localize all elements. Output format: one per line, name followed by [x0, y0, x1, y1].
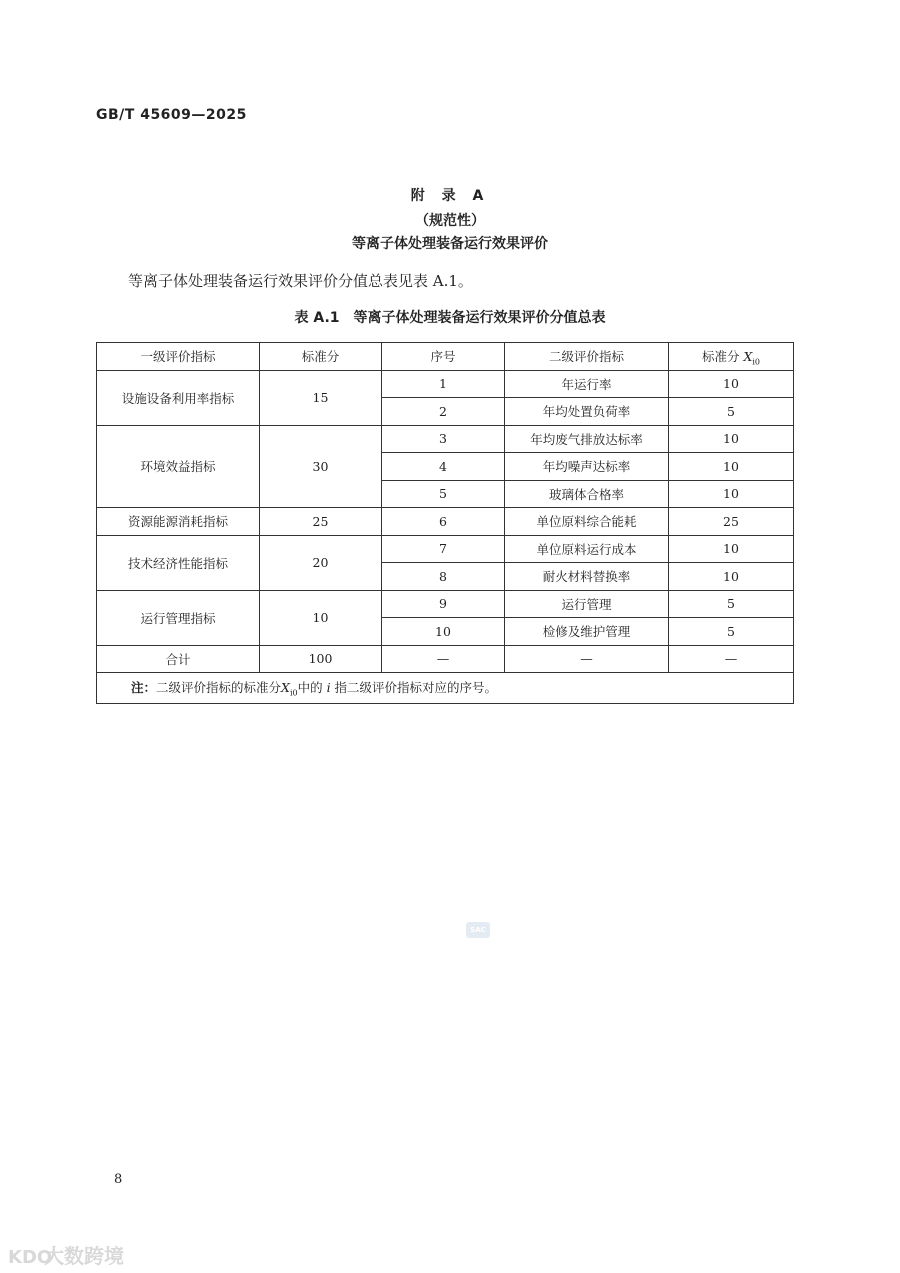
- note-label: 注：: [131, 680, 157, 696]
- row-indicator: 年均处置负荷率: [505, 398, 669, 426]
- brand-name: 大数跨境: [44, 1244, 124, 1268]
- group-score: 10: [260, 590, 382, 645]
- row-indicator: 年运行率: [505, 370, 669, 398]
- row-seq: 7: [382, 535, 505, 563]
- group-score: 15: [260, 370, 382, 425]
- total-score-x: —: [669, 645, 794, 673]
- group-name: 设施设备利用率指标: [97, 370, 260, 425]
- row-score: 10: [669, 453, 794, 481]
- row-score: 10: [669, 563, 794, 591]
- header-seq: 序号: [382, 343, 505, 371]
- row-score: 10: [669, 425, 794, 453]
- group-name: 运行管理指标: [97, 590, 260, 645]
- note-var: X: [281, 680, 290, 696]
- note-text-before: 二级评价指标的标准分: [156, 680, 282, 696]
- sac-watermark-logo: SAC: [466, 922, 490, 938]
- table-row: [97, 425, 794, 453]
- appendix-type: （规范性）: [415, 213, 485, 229]
- row-score: 25: [669, 508, 794, 536]
- table-caption-number: 表 A.1: [294, 310, 340, 326]
- row-indicator: 玻璃体合格率: [505, 480, 669, 508]
- row-seq: 2: [382, 398, 505, 426]
- brand-watermark: [8, 1240, 124, 1269]
- group-name: 技术经济性能指标: [97, 535, 260, 590]
- row-seq: 4: [382, 453, 505, 481]
- total-label: 合计: [97, 645, 260, 673]
- standard-code: GB/T 45609—2025: [96, 107, 247, 123]
- appendix-subtitle: 等离子体处理装备运行效果评价: [352, 236, 548, 252]
- brand-logo-icon: KDO: [8, 1247, 53, 1268]
- row-score: 10: [669, 480, 794, 508]
- total-score: 100: [260, 645, 382, 673]
- table-note: [97, 673, 794, 704]
- header-score-x-sub: i0: [752, 357, 761, 366]
- note-italic-i: i: [326, 680, 331, 696]
- row-seq: 6: [382, 508, 505, 536]
- row-score: 5: [669, 590, 794, 618]
- group-name: 资源能源消耗指标: [97, 508, 260, 536]
- header-second-level: 二级评价指标: [505, 343, 669, 371]
- header-score-x-var: X: [743, 348, 753, 364]
- table-header-row: [97, 343, 794, 371]
- note-text-middle: 中的: [297, 680, 327, 696]
- table-caption-title: 等离子体处理装备运行效果评价分值总表: [353, 310, 606, 326]
- score-summary-table: [96, 342, 794, 704]
- table-row: [97, 508, 794, 536]
- header-first-level: 一级评价指标: [97, 343, 260, 371]
- appendix-title: 附 录 A: [410, 188, 490, 204]
- table-note-row: [97, 673, 794, 704]
- page-number: 8: [114, 1172, 123, 1187]
- total-indicator: —: [505, 645, 669, 673]
- header-score-x: [669, 343, 794, 371]
- row-score: 10: [669, 370, 794, 398]
- table-row: [97, 370, 794, 398]
- group-score: 25: [260, 508, 382, 536]
- row-indicator: 检修及维护管理: [505, 618, 669, 646]
- group-score: 20: [260, 535, 382, 590]
- group-score: 30: [260, 425, 382, 508]
- row-score: 5: [669, 398, 794, 426]
- row-score: 10: [669, 535, 794, 563]
- group-name: 环境效益指标: [97, 425, 260, 508]
- row-seq: 10: [382, 618, 505, 646]
- header-standard-score: 标准分: [260, 343, 382, 371]
- note-sub: i0: [289, 688, 298, 698]
- table-total-row: [97, 645, 794, 673]
- row-score: 5: [669, 618, 794, 646]
- table-row: [97, 590, 794, 618]
- header-score-x-prefix: 标准分: [701, 348, 744, 364]
- row-indicator: 单位原料运行成本: [505, 535, 669, 563]
- row-indicator: 年均废气排放达标率: [505, 425, 669, 453]
- row-seq: 8: [382, 563, 505, 591]
- row-seq: 1: [382, 370, 505, 398]
- row-indicator: 年均噪声达标率: [505, 453, 669, 481]
- table-row: [97, 535, 794, 563]
- table-caption: [0, 307, 900, 327]
- total-seq: —: [382, 645, 505, 673]
- intro-paragraph: 等离子体处理装备运行效果评价分值总表见表 A.1。: [128, 272, 473, 290]
- row-indicator: 单位原料综合能耗: [505, 508, 669, 536]
- row-seq: 9: [382, 590, 505, 618]
- note-text-after: 指二级评价指标对应的序号。: [330, 680, 498, 696]
- row-seq: 5: [382, 480, 505, 508]
- row-indicator: 运行管理: [505, 590, 669, 618]
- row-seq: 3: [382, 425, 505, 453]
- row-indicator: 耐火材料替换率: [505, 563, 669, 591]
